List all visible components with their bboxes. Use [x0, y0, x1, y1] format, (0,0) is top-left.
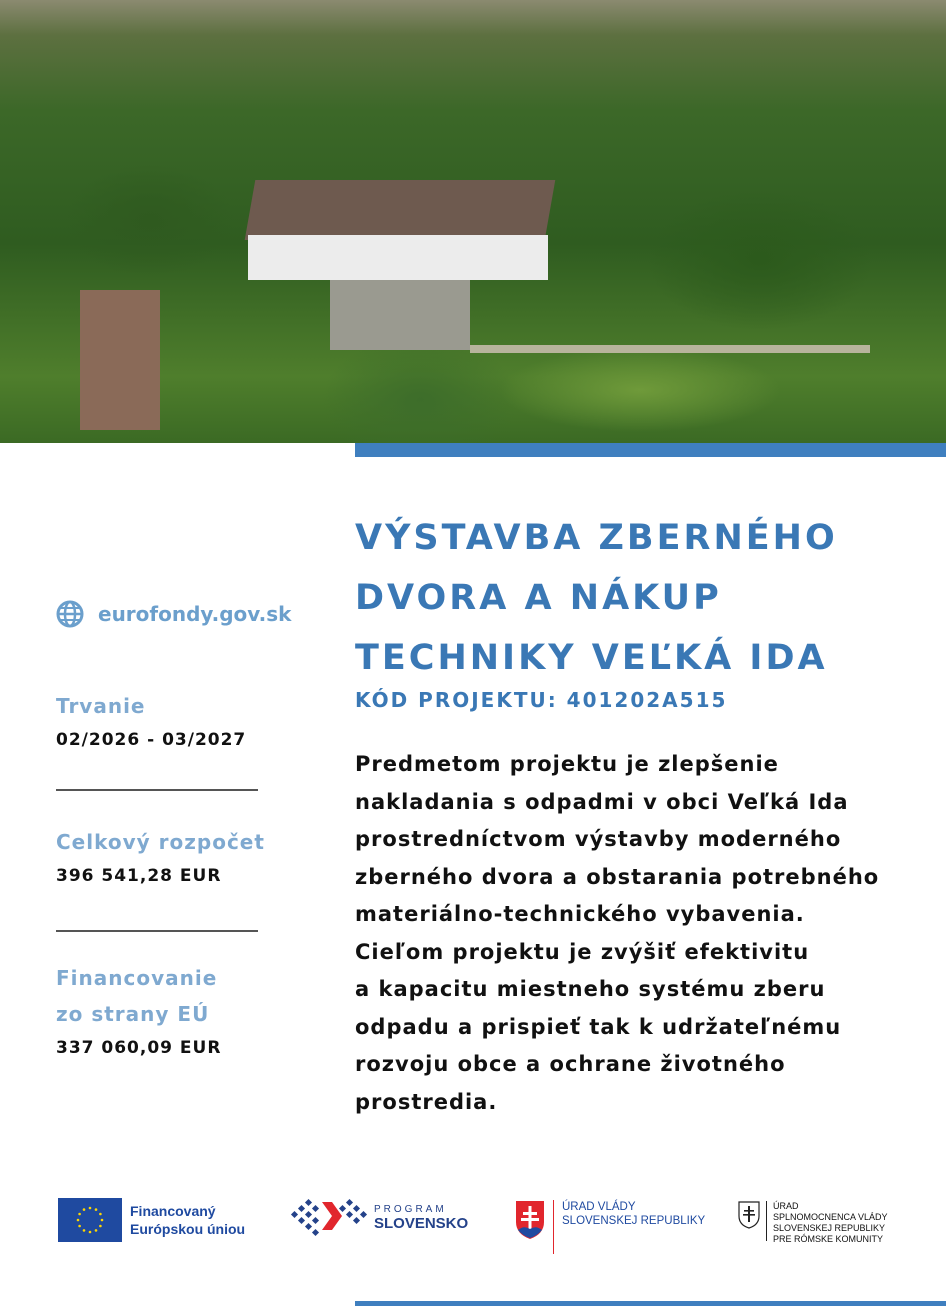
- logo-divider: [766, 1201, 767, 1241]
- manor-building: [248, 235, 548, 280]
- program-slovensko-logo: [290, 1198, 468, 1238]
- slovak-coat-of-arms-icon: [515, 1200, 545, 1240]
- eu-funding-label: Financovanie: [56, 966, 218, 990]
- project-code: KÓD PROJEKTU: 401202A515: [355, 688, 728, 712]
- program-slovensko-icon: [290, 1198, 368, 1238]
- eu-logo-text: Európskou úniou: [130, 1221, 246, 1237]
- description-line: zberného dvora a obstarania potrebného: [355, 864, 880, 889]
- title-line: DVORA A NÁKUP: [355, 578, 722, 618]
- description-line: Predmetom projektu je zlepšenie: [355, 752, 779, 776]
- budget-label: Celkový rozpočet: [56, 830, 265, 854]
- top-accent-bar: [355, 443, 946, 457]
- side-building: [80, 290, 160, 430]
- description-line: Cieľom projektu je zvýšiť efektivitu: [355, 939, 810, 964]
- project-title: [355, 508, 838, 688]
- project-description: [355, 746, 915, 1121]
- courtyard: [330, 280, 470, 350]
- divider: [56, 930, 258, 932]
- description-line: a kapacitu miestneho systému zberu: [355, 977, 826, 1001]
- coat-of-arms-outline-icon: [738, 1201, 760, 1229]
- globe-icon: [56, 600, 84, 628]
- description-line: odpadu a prispieť tak k udržateľnému: [355, 1014, 842, 1039]
- roma-logo-text: PRE RÓMSKE KOMUNITY: [773, 1234, 884, 1244]
- bottom-accent-bar: [355, 1301, 946, 1306]
- roma-logo-text: SLOVENSKEJ REPUBLIKY: [773, 1223, 886, 1233]
- description-line: materiálno-technického vybavenia.: [355, 902, 805, 926]
- duration-value: 02/2026 - 03/2027: [56, 730, 247, 750]
- budget-value: 396 541,28 EUR: [56, 866, 222, 886]
- eu-funding-label: zo strany EÚ: [56, 1002, 210, 1026]
- duration-label: Trvanie: [56, 694, 146, 718]
- program-logo-text: SLOVENSKO: [374, 1215, 469, 1232]
- website-text[interactable]: eurofondy.gov.sk: [98, 602, 292, 626]
- description-line: nakladania s odpadmi v obci Veľká Ida: [355, 789, 849, 814]
- urad-vlady-logo: [515, 1200, 705, 1254]
- eu-logo-text: Financovaný: [130, 1203, 216, 1219]
- urad-logo-text: SLOVENSKEJ REPUBLIKY: [562, 1215, 706, 1227]
- manor-roof: [245, 180, 556, 240]
- divider: [56, 789, 258, 791]
- eu-logo: [58, 1198, 245, 1242]
- eu-funding-value: 337 060,09 EUR: [56, 1038, 222, 1058]
- description-line: prostredníctvom výstavby moderného: [355, 827, 842, 851]
- title-line: TECHNIKY VEĽKÁ IDA: [355, 638, 828, 678]
- roma-logo-text: ÚRAD: [773, 1201, 799, 1211]
- program-logo-text: PROGRAM: [374, 1204, 447, 1215]
- description-line: prostredia.: [355, 1089, 498, 1114]
- path: [470, 345, 870, 353]
- roma-logo-text: SPLNOMOCNENCA VLÁDY: [773, 1212, 888, 1222]
- roma-plenipotentiary-logo: [738, 1201, 888, 1245]
- urad-logo-text: ÚRAD VLÁDY: [562, 1201, 636, 1213]
- description-line: rozvoju obce a ochrane životného: [355, 1052, 786, 1076]
- logo-divider: [553, 1200, 554, 1254]
- hero-photo: [0, 0, 946, 443]
- website-link[interactable]: [56, 600, 291, 628]
- eu-flag-icon: [58, 1198, 122, 1242]
- title-line: VÝSTAVBA ZBERNÉHO: [355, 518, 838, 558]
